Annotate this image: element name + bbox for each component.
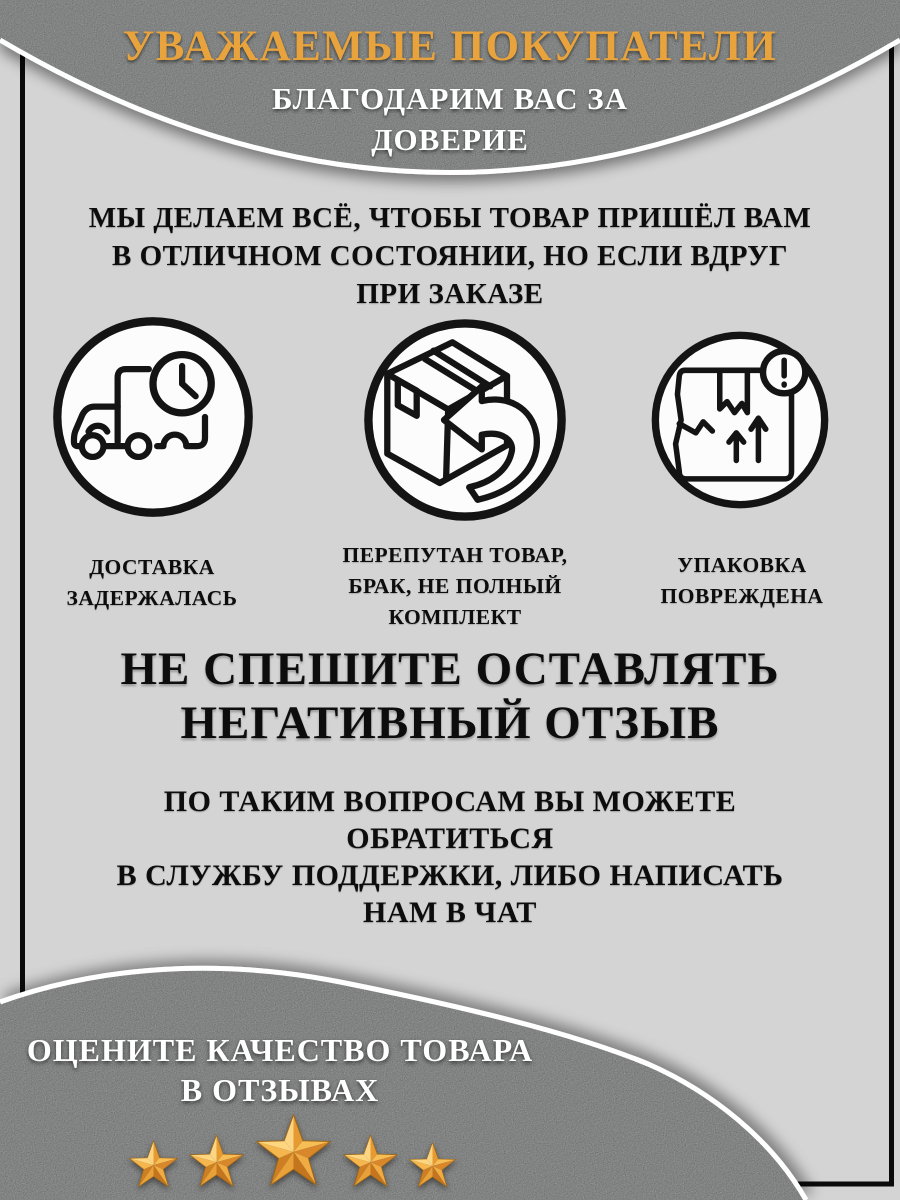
footer-title <box>10 1030 550 1110</box>
intro-line: МЫ ДЕЛАЕМ ВСЁ, ЧТОБЫ ТОВАР ПРИШЁЛ ВАМ <box>88 202 812 234</box>
issue-label-line: УПАКОВКА <box>677 553 807 577</box>
header-subtitle <box>0 78 900 160</box>
warning-title <box>50 642 850 750</box>
intro-line: ПРИ ЗАКАЗЕ <box>356 278 544 310</box>
header-subtitle-line: БЛАГОДАРИМ ВАС ЗА <box>272 81 628 116</box>
issue-label-wrong-item <box>310 540 600 633</box>
star-icon <box>127 1137 180 1190</box>
warning-line: НЕ СПЕШИТЕ ОСТАВЛЯТЬ <box>120 643 780 695</box>
intro-text <box>70 199 830 313</box>
star-icon <box>407 1139 458 1190</box>
box-return-arrow-icon <box>360 315 570 525</box>
support-line: НАМ В ЧАТ <box>363 896 537 929</box>
damaged-package-icon <box>648 328 832 512</box>
issue-label-line: ДОСТАВКА <box>89 555 215 579</box>
issue-label-line: ЗАДЕРЖАЛАСЬ <box>66 586 238 610</box>
rating-stars <box>90 1102 494 1190</box>
support-line: ПО ТАКИМ ВОПРОСАМ ВЫ МОЖЕТЕ ОБРАТИТЬСЯ <box>163 785 737 855</box>
support-text <box>60 783 840 931</box>
issue-label-line: ПЕРЕПУТАН ТОВАР, <box>342 543 568 567</box>
issue-label-line: КОМПЛЕКТ <box>388 605 522 629</box>
delivery-truck-clock-icon <box>49 313 257 521</box>
issue-label-damaged-packaging <box>622 550 862 612</box>
header-subtitle-line: ДОВЕРИЕ <box>371 122 529 157</box>
support-line: В СЛУЖБУ ПОДДЕРЖКИ, ЛИБО НАПИСАТЬ <box>116 859 784 892</box>
footer-title-line: В ОТЗЫВАХ <box>180 1072 380 1108</box>
star-icon <box>341 1131 400 1190</box>
star-icon <box>253 1109 334 1190</box>
star-icon <box>187 1131 246 1190</box>
footer-title-line: ОЦЕНИТЕ КАЧЕСТВО ТОВАРА <box>26 1032 534 1068</box>
issue-label-line: БРАК, НЕ ПОЛНЫЙ <box>348 574 562 598</box>
issue-label-delivery <box>32 552 272 614</box>
warning-line: НЕГАТИВНЫЙ ОТЗЫВ <box>180 697 720 749</box>
intro-line: В ОТЛИЧНОМ СОСТОЯНИИ, НО ЕСЛИ ВДРУГ <box>112 240 788 272</box>
issue-label-line: ПОВРЕЖДЕНА <box>660 584 824 608</box>
header-title: УВАЖАЕМЫЕ ПОКУПАТЕЛИ <box>122 23 778 70</box>
